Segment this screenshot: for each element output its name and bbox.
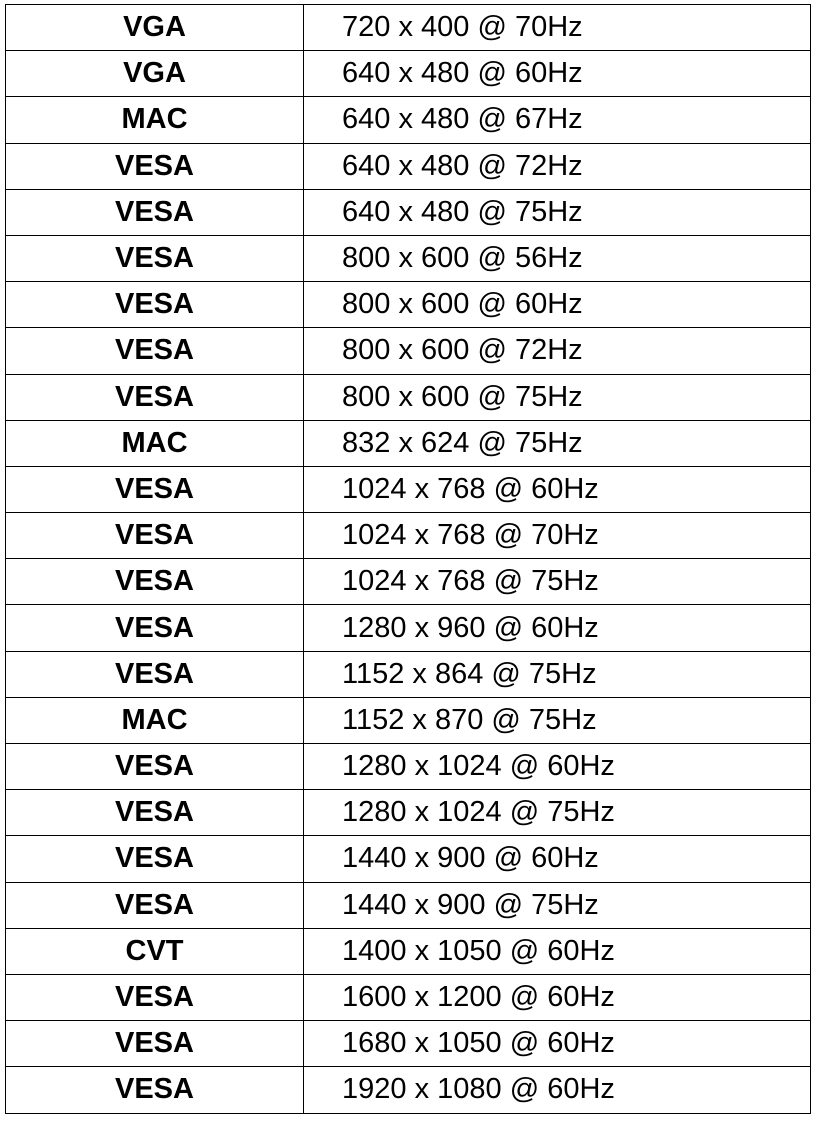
mode-cell: 1024 x 768 @ 60Hz [304, 466, 811, 512]
standard-cell: MAC [6, 420, 304, 466]
mode-cell: 1024 x 768 @ 75Hz [304, 559, 811, 605]
standard-cell: VESA [6, 1067, 304, 1113]
standard-cell: VGA [6, 5, 304, 51]
table-row [6, 328, 811, 374]
table-row [6, 189, 811, 235]
mode-cell: 832 x 624 @ 75Hz [304, 420, 811, 466]
mode-cell: 1920 x 1080 @ 60Hz [304, 1067, 811, 1113]
standard-cell: VESA [6, 559, 304, 605]
table-row [6, 466, 811, 512]
standard-cell: VESA [6, 466, 304, 512]
mode-cell: 1152 x 864 @ 75Hz [304, 651, 811, 697]
mode-cell: 800 x 600 @ 60Hz [304, 282, 811, 328]
standard-cell: VESA [6, 651, 304, 697]
table-row [6, 420, 811, 466]
table-row [6, 974, 811, 1020]
table-row [6, 5, 811, 51]
mode-cell: 1280 x 1024 @ 60Hz [304, 744, 811, 790]
mode-cell: 720 x 400 @ 70Hz [304, 5, 811, 51]
standard-cell: VESA [6, 189, 304, 235]
table-row [6, 559, 811, 605]
standard-cell: VESA [6, 513, 304, 559]
standard-cell: MAC [6, 697, 304, 743]
standard-cell: VESA [6, 790, 304, 836]
mode-cell: 800 x 600 @ 56Hz [304, 235, 811, 281]
display-modes-table [5, 4, 811, 1114]
standard-cell: VGA [6, 51, 304, 97]
mode-cell: 1280 x 960 @ 60Hz [304, 605, 811, 651]
display-modes-body [6, 5, 811, 1114]
table-row [6, 1021, 811, 1067]
standard-cell: VESA [6, 744, 304, 790]
table-row [6, 790, 811, 836]
table-row [6, 374, 811, 420]
mode-cell: 1440 x 900 @ 75Hz [304, 882, 811, 928]
table-row [6, 836, 811, 882]
table-row [6, 282, 811, 328]
mode-cell: 800 x 600 @ 72Hz [304, 328, 811, 374]
table-row [6, 97, 811, 143]
mode-cell: 1680 x 1050 @ 60Hz [304, 1021, 811, 1067]
table-row [6, 605, 811, 651]
standard-cell: MAC [6, 97, 304, 143]
standard-cell: VESA [6, 1021, 304, 1067]
mode-cell: 1024 x 768 @ 70Hz [304, 513, 811, 559]
mode-cell: 1440 x 900 @ 60Hz [304, 836, 811, 882]
table-row [6, 513, 811, 559]
table-row [6, 697, 811, 743]
mode-cell: 640 x 480 @ 75Hz [304, 189, 811, 235]
table-row [6, 882, 811, 928]
mode-cell: 640 x 480 @ 67Hz [304, 97, 811, 143]
mode-cell: 800 x 600 @ 75Hz [304, 374, 811, 420]
table-row [6, 143, 811, 189]
table-row [6, 744, 811, 790]
mode-cell: 1280 x 1024 @ 75Hz [304, 790, 811, 836]
table-row [6, 651, 811, 697]
table-row [6, 1067, 811, 1113]
standard-cell: VESA [6, 328, 304, 374]
mode-cell: 1400 x 1050 @ 60Hz [304, 928, 811, 974]
mode-cell: 1152 x 870 @ 75Hz [304, 697, 811, 743]
table-row [6, 235, 811, 281]
standard-cell: VESA [6, 282, 304, 328]
standard-cell: VESA [6, 836, 304, 882]
mode-cell: 640 x 480 @ 72Hz [304, 143, 811, 189]
standard-cell: VESA [6, 605, 304, 651]
standard-cell: VESA [6, 374, 304, 420]
standard-cell: VESA [6, 143, 304, 189]
mode-cell: 1600 x 1200 @ 60Hz [304, 974, 811, 1020]
standard-cell: VESA [6, 235, 304, 281]
table-row [6, 51, 811, 97]
table-row [6, 928, 811, 974]
standard-cell: VESA [6, 882, 304, 928]
mode-cell: 640 x 480 @ 60Hz [304, 51, 811, 97]
standard-cell: CVT [6, 928, 304, 974]
standard-cell: VESA [6, 974, 304, 1020]
